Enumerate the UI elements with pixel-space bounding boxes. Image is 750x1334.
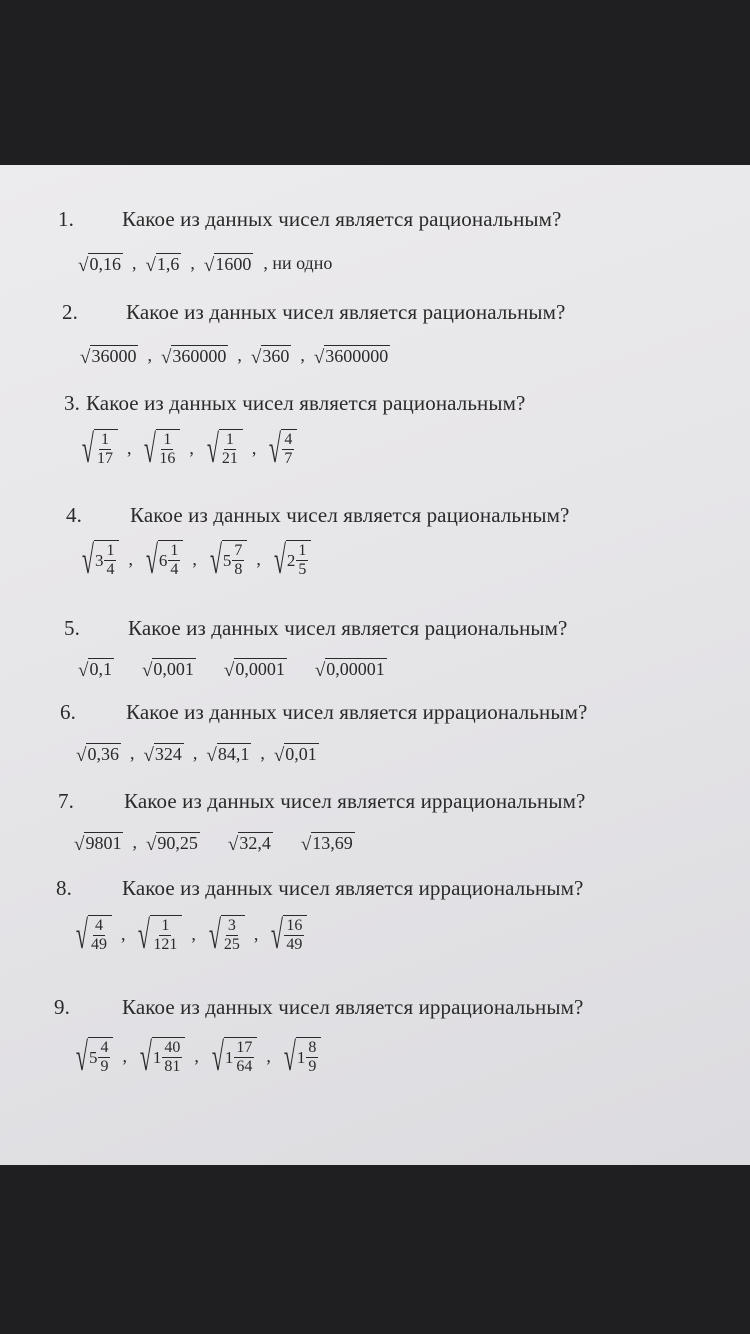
option-separator: ,: [253, 923, 259, 944]
radicand: 0,01: [285, 744, 317, 764]
numerator: 1: [170, 542, 179, 559]
question-1-title: [58, 207, 561, 232]
question-8-options: [72, 912, 307, 958]
radical-sign-icon: √: [300, 833, 312, 855]
whole-part: 1: [296, 1047, 306, 1067]
question-number: 5.: [64, 616, 80, 640]
fraction: [234, 1040, 254, 1075]
radical-sign-icon: √: [75, 1034, 88, 1080]
radical-sign-icon: √: [206, 744, 217, 766]
fraction: [157, 432, 177, 467]
whole-part: 2: [286, 550, 296, 570]
question-text: Какое из данных чисел является иррациональным?: [124, 789, 586, 813]
whole-part: 3: [94, 550, 104, 570]
radicand: [94, 429, 118, 467]
numerator: 4: [100, 1039, 109, 1056]
radical-sign-icon: √: [139, 1034, 152, 1080]
numerator: 4: [94, 917, 103, 934]
question-text: Какое из данных чисел является рациональным?: [130, 503, 570, 527]
fraction: [98, 1040, 110, 1075]
radical-sign-icon: √: [138, 912, 151, 958]
radicand: [150, 915, 182, 953]
option-separator: ,: [129, 743, 135, 764]
radical-sign-icon: √: [145, 833, 157, 855]
radical-sign-icon: √: [273, 744, 285, 766]
question-text: Какое из данных чисел является рациональным?: [126, 300, 566, 324]
numerator: 1: [225, 431, 234, 448]
radicand: [94, 540, 120, 578]
numerator: 8: [308, 1039, 317, 1056]
radicand: [156, 429, 180, 467]
square-root-fraction: [208, 1034, 257, 1080]
fraction: [296, 543, 308, 578]
radical-sign-icon: √: [145, 537, 158, 583]
worksheet-photo: [0, 165, 750, 1165]
square-root-expression: [315, 658, 387, 680]
fraction: [89, 918, 109, 953]
radical-sign-icon: √: [227, 833, 239, 855]
fraction: [282, 432, 294, 467]
numerator: 1: [100, 431, 109, 448]
denominator: 5: [298, 560, 307, 578]
question-3-title: [64, 391, 525, 416]
question-number: 4.: [66, 503, 82, 527]
numerator: 17: [236, 1039, 253, 1056]
question-8-title: [56, 876, 583, 901]
option-separator: ,: [147, 345, 152, 366]
square-root-fraction: [142, 537, 183, 583]
question-number: 8.: [56, 876, 72, 900]
fraction: [232, 543, 244, 578]
option-separator: ,: [194, 1045, 199, 1066]
radical-sign-icon: √: [74, 833, 85, 855]
fraction: [151, 918, 179, 953]
radical-sign-icon: √: [273, 537, 286, 583]
option-separator: ,: [122, 1045, 127, 1066]
radicand: 1,6: [156, 254, 180, 274]
whole-part: 1: [152, 1047, 162, 1067]
radical-sign-icon: √: [250, 346, 262, 368]
question-number: 6.: [60, 700, 76, 724]
question-text: Какое из данных чисел является иррациональным?: [122, 995, 584, 1019]
square-root-fraction: [280, 1034, 321, 1080]
square-root-expression: [161, 345, 228, 367]
square-root-fraction: [140, 426, 180, 472]
denominator: 4: [106, 560, 115, 578]
square-root-fraction: [78, 426, 118, 472]
radical-sign-icon: √: [80, 346, 91, 368]
radicand: 0,16: [89, 254, 121, 274]
question-4-options: [78, 537, 311, 583]
denominator: 64: [236, 1057, 253, 1075]
question-text: Какое из данных чисел является рациональным?: [128, 616, 568, 640]
radical-sign-icon: √: [160, 346, 172, 368]
numerator: 1: [163, 431, 172, 448]
question-2-title: [62, 300, 565, 325]
option-separator: ,: [237, 345, 242, 366]
radical-sign-icon: √: [208, 912, 221, 958]
radical-sign-icon: √: [209, 537, 222, 583]
radicand: [283, 915, 307, 953]
square-root-fraction: [72, 912, 112, 958]
square-root-expression: [314, 345, 390, 367]
numerator: 1: [298, 542, 307, 559]
question-number: 9.: [54, 995, 70, 1019]
denominator: 4: [170, 560, 179, 578]
option-separator: ,: [131, 253, 137, 274]
numerator: 3: [227, 917, 236, 934]
square-root-expression: [204, 253, 253, 275]
radicand: [152, 1037, 186, 1075]
denominator: 7: [284, 449, 293, 467]
question-5-options: [78, 658, 387, 680]
square-root-expression: [274, 743, 319, 765]
question-9-options: [72, 1034, 321, 1080]
radical-sign-icon: √: [75, 912, 88, 958]
radicand: [281, 429, 297, 467]
denominator: 9: [308, 1057, 317, 1075]
radicand: 1600: [215, 254, 252, 274]
question-6-options: [76, 743, 319, 765]
question-7-title: [58, 789, 585, 814]
radicand: 84,1: [217, 744, 250, 764]
fraction: [168, 543, 180, 578]
square-root-fraction: [134, 912, 182, 958]
square-root-expression: [228, 832, 273, 854]
square-root-fraction: [136, 1034, 185, 1080]
radicand: [158, 540, 184, 578]
whole-part: 1: [224, 1047, 234, 1067]
option-separator: ,: [192, 743, 198, 764]
square-root-expression: [143, 743, 183, 765]
question-1-options: [78, 253, 332, 275]
radicand: 36000: [91, 346, 137, 366]
radical-sign-icon: √: [144, 426, 157, 472]
radical-sign-icon: √: [271, 912, 284, 958]
radical-sign-icon: √: [81, 426, 94, 472]
radical-sign-icon: √: [141, 659, 153, 681]
radicand: 13,69: [312, 833, 353, 853]
radicand: [222, 540, 248, 578]
option-separator: ,: [260, 743, 265, 764]
square-root-fraction: [203, 426, 243, 472]
option-separator: ,: [256, 548, 261, 569]
square-root-fraction: [267, 912, 307, 958]
radical-sign-icon: √: [143, 744, 154, 766]
whole-part: 6: [158, 550, 168, 570]
question-number: 1.: [58, 207, 74, 231]
option-separator: ,: [300, 345, 305, 366]
radicand: 3600000: [325, 346, 389, 366]
numerator: 16: [286, 917, 303, 934]
radical-sign-icon: √: [211, 1034, 224, 1080]
radicand: [221, 915, 245, 953]
radicand: 90,25: [157, 833, 198, 853]
option-separator: ,: [192, 548, 197, 569]
question-3-options: [78, 426, 297, 472]
square-root-expression: [206, 743, 251, 765]
square-root-fraction: [270, 537, 311, 583]
radicand: 0,00001: [326, 659, 385, 679]
option-separator: ,: [189, 437, 194, 458]
square-root-expression: [74, 832, 123, 854]
radicand: [219, 429, 243, 467]
denominator: 25: [223, 935, 240, 953]
denominator: 121: [153, 935, 178, 953]
square-root-expression: [78, 253, 123, 275]
square-root-expression: [224, 658, 287, 680]
numerator: 4: [284, 431, 293, 448]
radicand: [88, 915, 112, 953]
question-number: 7.: [58, 789, 74, 813]
numerator: 1: [161, 917, 170, 934]
radicand: 0,001: [153, 659, 194, 679]
denominator: 17: [96, 449, 113, 467]
radical-sign-icon: √: [223, 659, 235, 681]
square-root-expression: [301, 832, 355, 854]
question-text: Какое из данных чисел является рациональным?: [85, 391, 526, 415]
square-root-fraction: [206, 537, 247, 583]
radical-sign-icon: √: [269, 426, 282, 472]
option-separator: ,: [251, 437, 257, 458]
option-separator: ,: [132, 832, 137, 853]
option-separator: ,: [126, 437, 132, 458]
square-root-fraction: [265, 426, 297, 472]
radical-sign-icon: √: [78, 659, 89, 681]
numerator: 1: [106, 542, 115, 559]
radical-sign-icon: √: [203, 254, 215, 276]
square-root-expression: [146, 832, 200, 854]
fraction: [284, 918, 304, 953]
radicand: 360: [262, 346, 290, 366]
option-separator: ,: [266, 1045, 271, 1066]
radical-sign-icon: √: [283, 1034, 296, 1080]
fraction: [220, 432, 240, 467]
radicand: 9801: [85, 833, 122, 853]
square-root-expression: [78, 658, 114, 680]
denominator: 16: [159, 449, 176, 467]
square-root-expression: [142, 658, 196, 680]
radicand: 0,36: [87, 744, 119, 764]
question-text: Какое из данных чисел является иррациональным?: [122, 876, 584, 900]
square-root-fraction: [72, 1034, 113, 1080]
radical-sign-icon: √: [314, 659, 326, 681]
question-text: Какое из данных чисел является рациональным?: [122, 207, 562, 231]
square-root-fraction: [205, 912, 245, 958]
radical-sign-icon: √: [145, 254, 156, 276]
question-7-options: [74, 832, 355, 854]
radicand: 0,0001: [235, 659, 285, 679]
trailing-text: , ни одно: [263, 253, 333, 274]
numerator: 40: [164, 1039, 181, 1056]
radicand: [88, 1037, 114, 1075]
fraction: [95, 432, 115, 467]
question-5-title: [64, 616, 567, 641]
square-root-fraction: [78, 537, 119, 583]
square-root-expression: [251, 345, 291, 367]
question-6-title: [60, 700, 587, 725]
option-separator: ,: [120, 923, 126, 944]
question-text: Какое из данных чисел является иррациональным?: [126, 700, 588, 724]
square-root-expression: [76, 743, 121, 765]
denominator: 8: [234, 560, 243, 578]
radicand: 32,4: [239, 833, 271, 853]
radical-sign-icon: √: [78, 254, 89, 276]
denominator: 81: [164, 1057, 181, 1075]
option-separator: ,: [191, 923, 196, 944]
radical-sign-icon: √: [81, 537, 94, 583]
square-root-expression: [80, 345, 138, 367]
question-number: 3.: [64, 391, 80, 415]
radicand: [224, 1037, 258, 1075]
radicand: 324: [154, 744, 182, 764]
fraction: [222, 918, 242, 953]
numerator: 7: [234, 542, 243, 559]
square-root-expression: [145, 253, 181, 275]
fraction: [104, 543, 116, 578]
denominator: 9: [100, 1057, 109, 1075]
denominator: 49: [90, 935, 107, 953]
radical-sign-icon: √: [206, 426, 219, 472]
denominator: 21: [221, 449, 238, 467]
option-separator: ,: [190, 253, 195, 274]
option-separator: ,: [128, 548, 133, 569]
radical-sign-icon: √: [76, 744, 87, 766]
whole-part: 5: [222, 550, 232, 570]
question-9-title: [54, 995, 583, 1020]
fraction: [162, 1040, 182, 1075]
question-2-options: [80, 345, 390, 367]
radicand: 360000: [172, 346, 227, 366]
radicand: 0,1: [89, 659, 112, 679]
radical-sign-icon: √: [313, 346, 325, 368]
fraction: [306, 1040, 318, 1075]
whole-part: 5: [88, 1047, 98, 1067]
question-number: 2.: [62, 300, 78, 324]
radicand: [286, 540, 312, 578]
radicand: [296, 1037, 322, 1075]
denominator: 49: [286, 935, 303, 953]
question-4-title: [66, 503, 569, 528]
